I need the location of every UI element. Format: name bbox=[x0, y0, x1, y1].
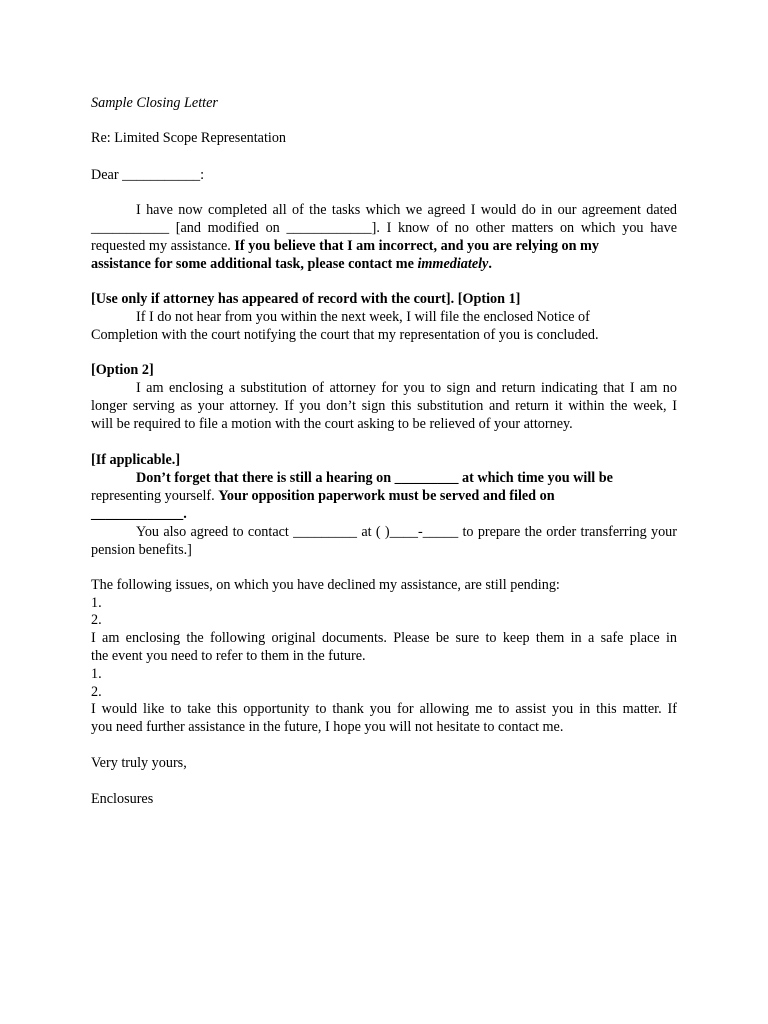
documents-item-1: 1. bbox=[91, 666, 102, 682]
applicable-heading: [If applicable.] bbox=[91, 452, 181, 468]
re-line: Re: Limited Scope Representation bbox=[91, 130, 287, 146]
paragraph-1-line-4 bbox=[91, 255, 492, 273]
pending-item-2: 2. bbox=[91, 612, 102, 628]
option-2-line-1: I am enclosing a substitution of attorney for you to sign and return indicating that I am no bbox=[136, 380, 677, 396]
documents-item-2: 2. bbox=[91, 684, 102, 700]
pending-intro: The following issues, on which you have declined my assistance, are still pending: bbox=[91, 577, 560, 593]
option-2-heading: [Option 2] bbox=[91, 362, 154, 378]
thanks-line-1: I would like to take this opportunity to thank you for allowing me to assist you in this matter. If bbox=[91, 701, 677, 717]
letter-title: Sample Closing Letter bbox=[91, 95, 218, 111]
enclosures: Enclosures bbox=[91, 791, 154, 807]
option-2-line-2: longer serving as your attorney. If you don’t sign this substitution and return it within the week, I bbox=[91, 398, 677, 414]
paragraph-1-line-3 bbox=[91, 237, 599, 255]
applicable-line-2 bbox=[91, 487, 555, 505]
paragraph-1-immediately: immediately bbox=[417, 256, 489, 272]
applicable-line-1: Don’t forget that there is still a hearing on _________ at which time you will be bbox=[136, 470, 613, 486]
documents-line-1: I am enclosing the following original documents. Please be sure to keep them in a safe place in bbox=[91, 630, 677, 646]
thanks-line-2: you need further assistance in the future, I hope you will not hesitate to contact me. bbox=[91, 719, 564, 735]
option-1-line-1: If I do not hear from you within the next week, I will file the enclosed Notice of bbox=[136, 309, 590, 325]
applicable-line-5: pension benefits.] bbox=[91, 542, 192, 558]
salutation: Dear ___________: bbox=[91, 167, 205, 183]
paragraph-1-line-3-bold: If you believe that I am incorrect, and you are relying on my bbox=[234, 238, 599, 254]
option-1-line-2: Completion with the court notifying the court that my representation of you is concluded. bbox=[91, 327, 599, 343]
documents-line-2: the event you need to refer to them in the future. bbox=[91, 648, 366, 664]
applicable-line-3: _____________. bbox=[91, 506, 187, 522]
applicable-line-4: You also agreed to contact _________ at ( )____-_____ to prepare the order transferring your bbox=[136, 524, 677, 540]
option-2-line-3: will be required to file a motion with the court asking to be relieved of your attorney. bbox=[91, 416, 573, 432]
paragraph-1-line-3-plain: requested my assistance. bbox=[91, 238, 235, 254]
applicable-line-2-bold: Your opposition paperwork must be served and filed on bbox=[218, 488, 555, 504]
paragraph-1-line-1: I have now completed all of the tasks which we agreed I would do in our agreement dated bbox=[136, 202, 677, 218]
paragraph-1-line-4-bold: assistance for some additional task, please contact me bbox=[91, 256, 418, 272]
option-1-heading: [Use only if attorney has appeared of record with the court]. [Option 1] bbox=[91, 291, 521, 307]
paragraph-1-period: . bbox=[488, 256, 492, 272]
paragraph-1-line-2: ___________ [and modified on ____________]. I know of no other matters on which you have bbox=[91, 220, 677, 236]
closing: Very truly yours, bbox=[91, 755, 187, 771]
applicable-line-2-plain: representing yourself. bbox=[91, 488, 219, 504]
pending-item-1: 1. bbox=[91, 595, 102, 611]
